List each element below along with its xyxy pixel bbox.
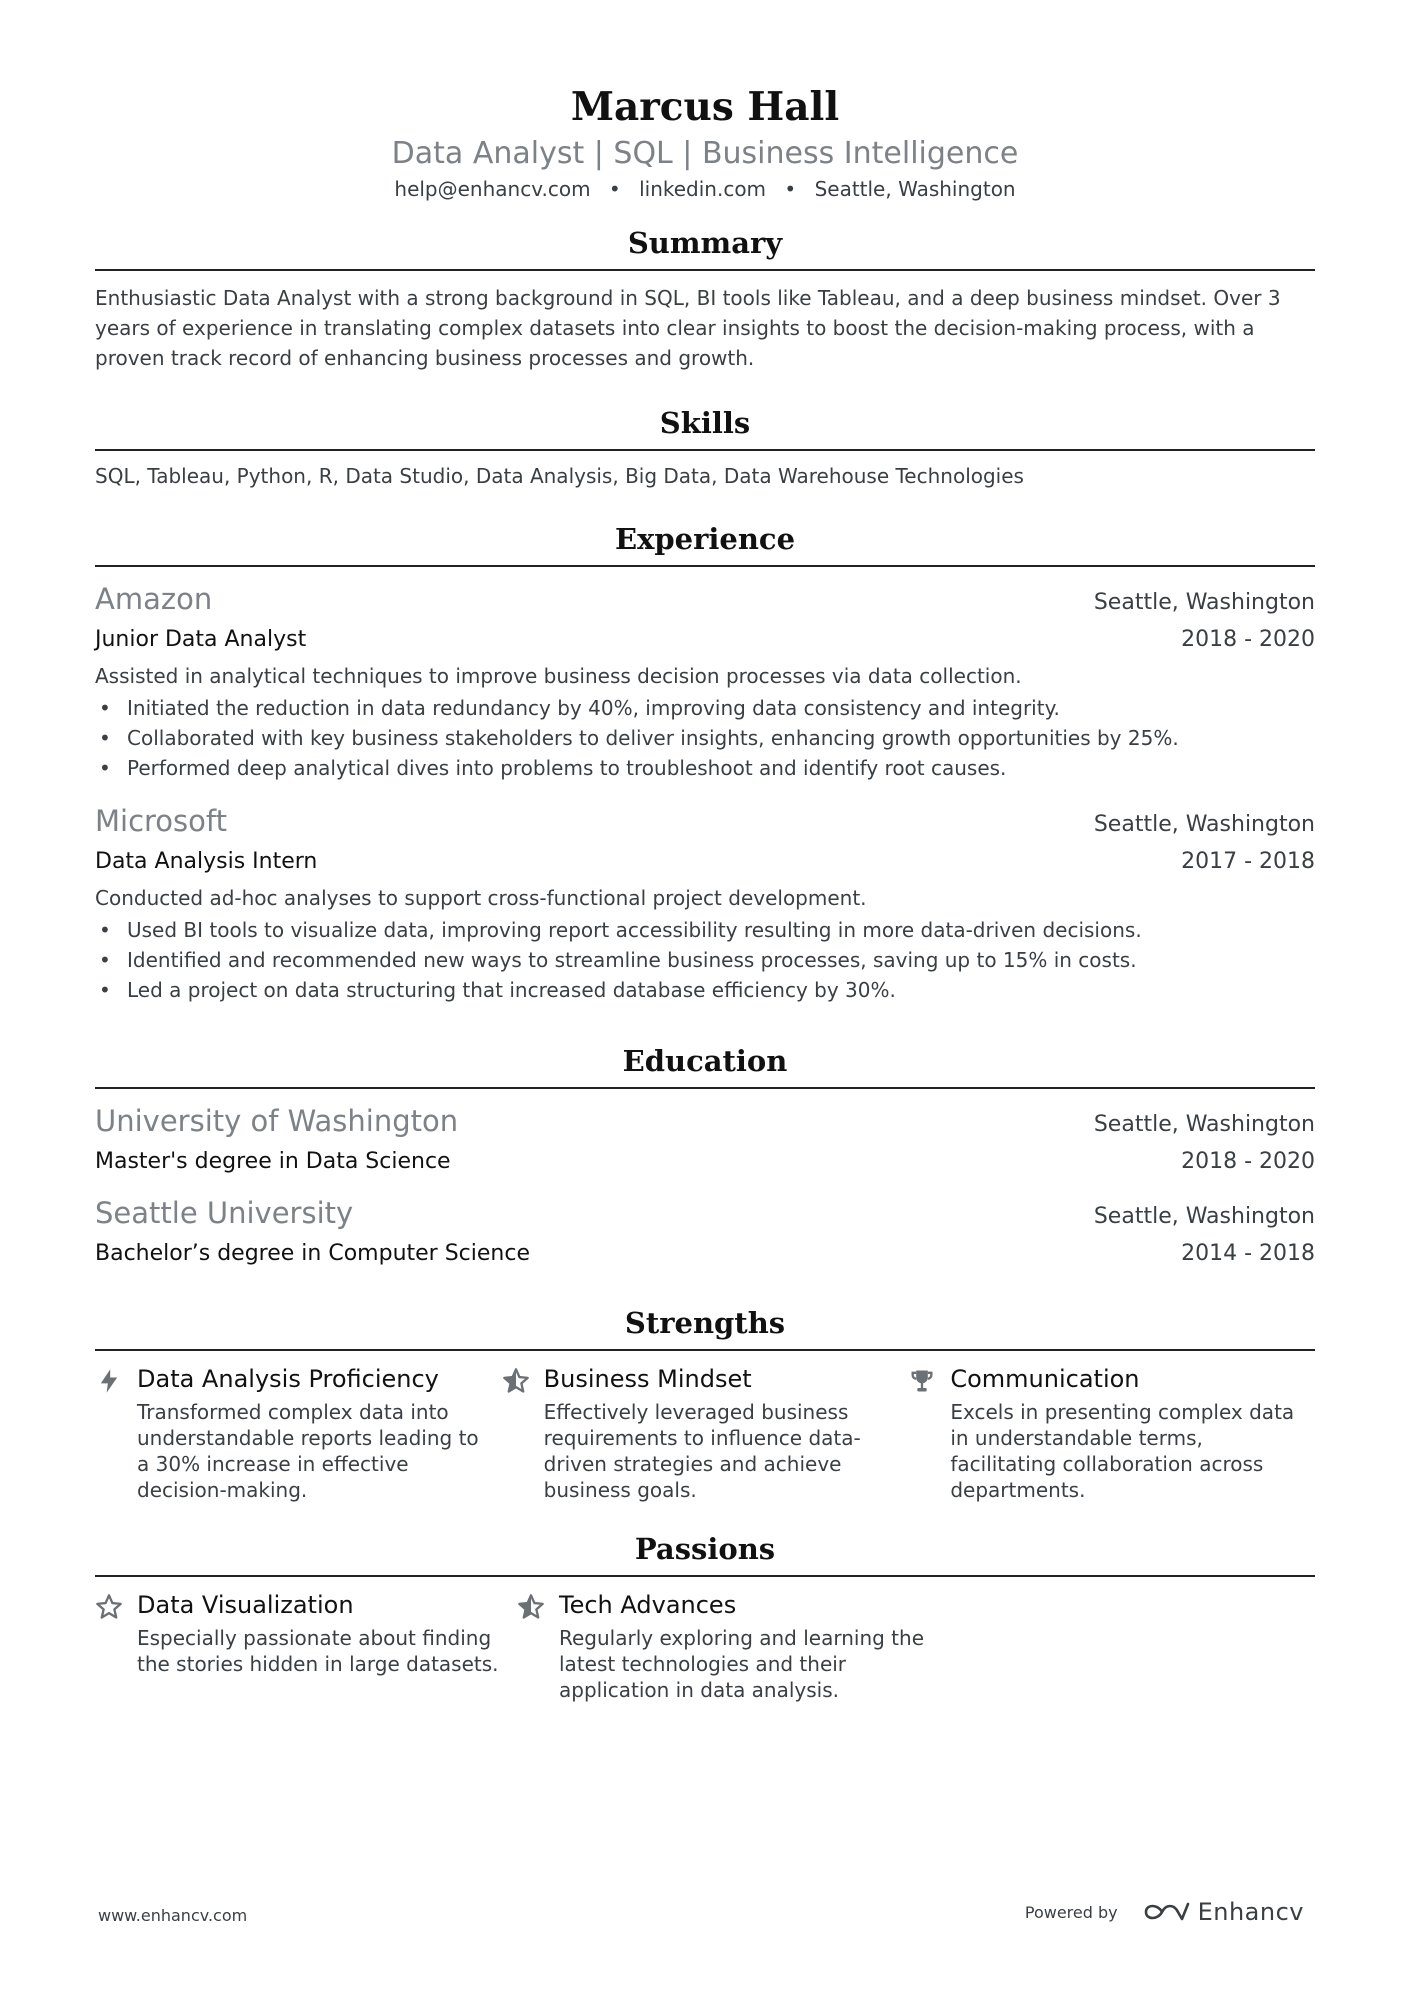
lightning-icon <box>95 1361 137 1503</box>
passions-heading: Passions <box>95 1529 1315 1577</box>
job-description: Assisted in analytical techniques to improve business decision processes via data collection. <box>95 664 1022 688</box>
strength-item <box>908 1361 1315 1503</box>
star-outline-icon <box>95 1587 137 1703</box>
strength-item <box>95 1361 502 1503</box>
school-name: University of Washington <box>95 1104 459 1138</box>
passion-title: Tech Advances <box>559 1591 737 1619</box>
job-bullet: • Initiated the reduction in data redundancy by 40%, improving data consistency and integrity. <box>95 693 1315 723</box>
passions-section <box>95 1529 1315 1703</box>
contact-separator: • <box>608 177 621 201</box>
job-description: Conducted ad-hoc analyses to support cross-functional project development. <box>95 886 867 910</box>
experience-entry <box>95 579 1315 783</box>
strengths-heading: Strengths <box>95 1303 1315 1351</box>
job-bullet: • Led a project on data structuring that increased database efficiency by 30%. <box>95 975 1315 1005</box>
contact-location: Seattle, Washington <box>814 177 1016 201</box>
enhancv-logo[interactable] <box>1142 1898 1304 1926</box>
star-half-icon <box>502 1361 544 1503</box>
job-role: Junior Data Analyst <box>95 627 307 652</box>
skills-text: SQL, Tableau, Python, R, Data Studio, Data Analysis, Big Data, Data Warehouse Technologies <box>95 464 1024 488</box>
strengths-grid <box>95 1361 1315 1503</box>
strength-title: Business Mindset <box>543 1365 752 1393</box>
education-section <box>95 1041 1315 1273</box>
job-role: Data Analysis Intern <box>95 849 318 874</box>
contact-line <box>95 175 1315 203</box>
summary-heading: Summary <box>95 223 1315 271</box>
job-bullet: • Performed deep analytical dives into problems to troubleshoot and identify root causes. <box>95 753 1315 783</box>
passion-item <box>517 1587 939 1703</box>
powered-by-label: Powered by <box>1024 1902 1118 1922</box>
job-bullets <box>95 915 1315 1005</box>
education-dates: 2018 - 2020 <box>1181 1149 1315 1174</box>
job-dates: 2017 - 2018 <box>1181 849 1315 874</box>
education-entry <box>95 1193 1315 1273</box>
education-dates: 2014 - 2018 <box>1181 1241 1315 1266</box>
strength-description: Excels in presenting complex data in understandable terms, facilitating collaboration across departments. <box>950 1400 1295 1502</box>
passion-description: Especially passionate about finding the stories hidden in large datasets. <box>137 1626 499 1676</box>
trophy-icon <box>908 1361 950 1503</box>
resume-header <box>95 0 1315 203</box>
strength-description: Effectively leveraged business requirements to influence data-driven strategies and achieve business goals. <box>543 1400 861 1502</box>
candidate-title: Data Analyst | SQL | Business Intelligence <box>391 136 1019 171</box>
education-entry <box>95 1101 1315 1181</box>
job-bullet: • Used BI tools to visualize data, improving report accessibility resulting in more data-driven decisions. <box>95 915 1315 945</box>
education-heading: Education <box>95 1041 1315 1089</box>
degree-name: Bachelor’s degree in Computer Science <box>95 1241 530 1266</box>
star-half-icon <box>517 1587 559 1703</box>
skills-section <box>95 403 1315 491</box>
experience-entry <box>95 801 1315 1005</box>
school-location: Seattle, Washington <box>1093 1204 1315 1229</box>
strength-title: Communication <box>950 1365 1140 1393</box>
summary-text: Enthusiastic Data Analyst with a strong background in SQL, BI tools like Tableau, and a deep business mindset. Over 3 years of experience in translating complex datasets into clear insights to boost the decision-making process, with a proven track record of enhancing business processes and growth. <box>95 286 1281 370</box>
company-name: Amazon <box>95 582 213 616</box>
passion-item <box>95 1587 517 1703</box>
school-location: Seattle, Washington <box>1093 1112 1315 1137</box>
strength-title: Data Analysis Proficiency <box>137 1365 439 1393</box>
footer-branding <box>1025 1898 1304 1926</box>
linkedin-link[interactable]: linkedin.com <box>639 177 767 201</box>
experience-section <box>95 519 1315 1005</box>
job-location: Seattle, Washington <box>1093 812 1315 837</box>
email-link[interactable]: help@enhancv.com <box>394 177 591 201</box>
candidate-name: Marcus Hall <box>570 84 840 130</box>
job-bullet: • Identified and recommended new ways to streamline business processes, saving up to 15% in costs. <box>95 945 1315 975</box>
passion-description: Regularly exploring and learning the latest technologies and their application in data analysis. <box>559 1626 924 1702</box>
brand-name: Enhancv <box>1197 1898 1304 1926</box>
skills-heading: Skills <box>95 403 1315 451</box>
strength-item <box>502 1361 909 1503</box>
degree-name: Master's degree in Data Science <box>95 1149 451 1174</box>
experience-heading: Experience <box>95 519 1315 567</box>
job-bullets <box>95 693 1315 783</box>
strength-description: Transformed complex data into understandable reports leading to a 30% increase in effective decision-making. <box>137 1400 479 1502</box>
contact-separator: • <box>784 177 797 201</box>
job-dates: 2018 - 2020 <box>1181 627 1315 652</box>
summary-section <box>95 223 1315 373</box>
enhancv-logo-icon <box>1142 1899 1190 1925</box>
job-location: Seattle, Washington <box>1093 590 1315 615</box>
strengths-section <box>95 1303 1315 1503</box>
company-name: Microsoft <box>95 804 227 838</box>
job-bullet: • Collaborated with key business stakeholders to deliver insights, enhancing growth opportunities by 25%. <box>95 723 1315 753</box>
passion-title: Data Visualization <box>137 1591 354 1619</box>
passions-grid <box>95 1587 1315 1703</box>
footer-website-link[interactable]: www.enhancv.com <box>98 1906 248 1925</box>
school-name: Seattle University <box>95 1196 354 1230</box>
